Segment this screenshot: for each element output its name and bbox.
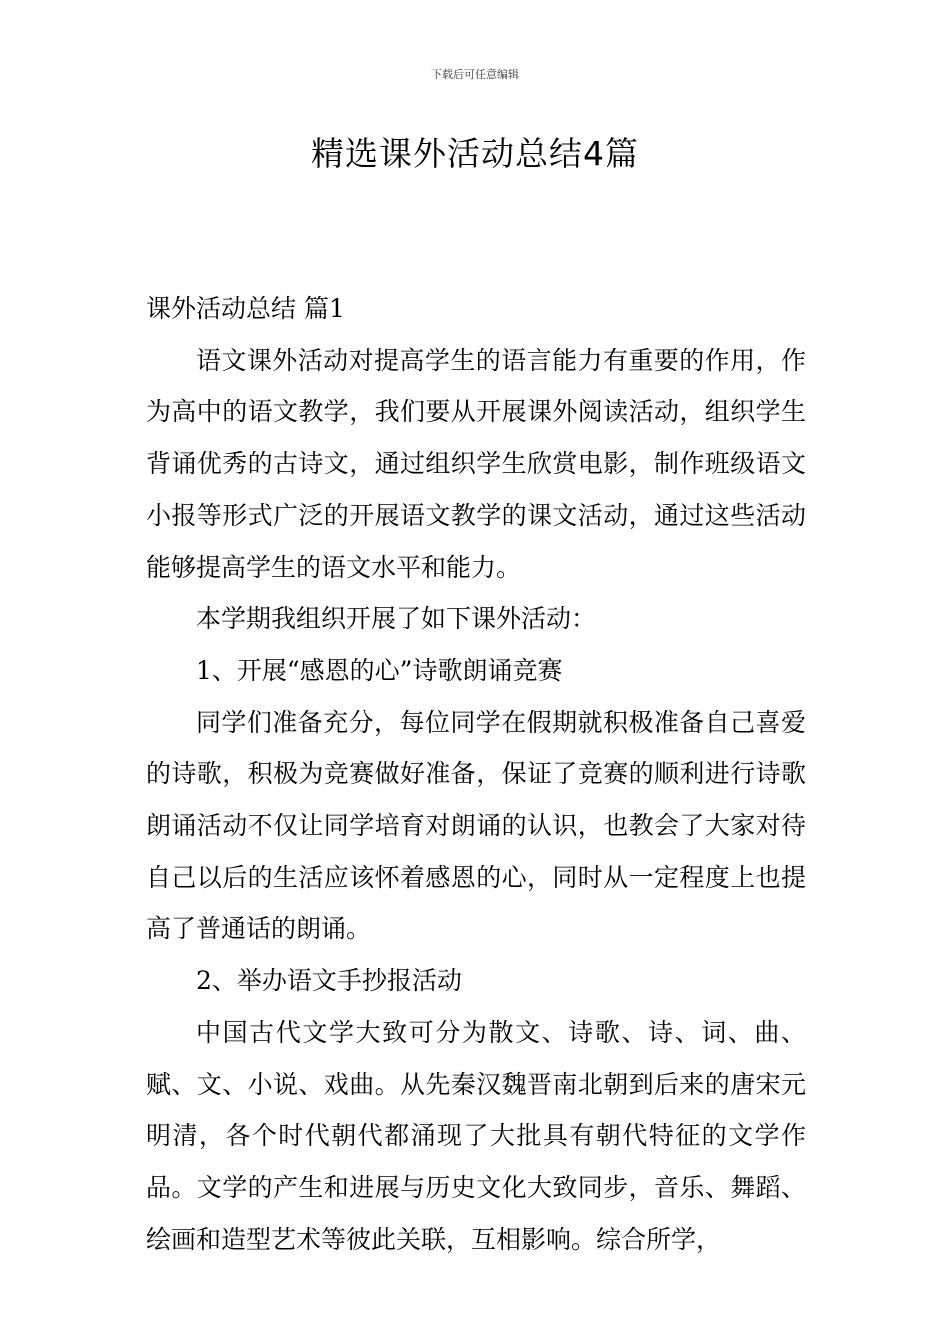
- paragraph-intro: 语文课外活动对提高学生的语言能力有重要的作用，作为高中的语文教学，我们要从开展课外阅读活动，组织学生背诵优秀的古诗文，通过组织学生欣赏电影，制作班级语文小报等形式广泛的开展语文教学的课文活动，通过这些活动能够提高学生的语文水平和能力。: [146, 345, 806, 582]
- paragraph-activities-intro: 本学期我组织开展了如下课外活动：: [196, 604, 597, 634]
- paragraph-activity-2: 中国古代文学大致可分为散文、诗歌、诗、词、曲、赋、文、小说、戏曲。从先秦汉魏晋南北朝到后来的唐宋元明清，各个时代朝代都涌现了大批具有朝代特征的文学作品。文学的产生和进展与历史文化大致同步，音乐、舞蹈、绘画和造型艺术等彼此关联，互相影响。综合所学，: [146, 1017, 806, 1254]
- paragraph-activity-1: 同学们准备充分，每位同学在假期就积极准备自己喜爱的诗歌，积极为竞赛做好准备，保证了竞赛的顺利进行诗歌朗诵活动不仅让同学培育对朗诵的认识，也教会了大家对待自己以后的生活应该怀着感恩的心，同时从一定程度上也提高了普通话的朗诵。: [146, 707, 806, 944]
- document-body: [146, 283, 806, 1265]
- header-note: 下载后可任意编辑: [431, 68, 519, 81]
- document-title: 精选课外活动总结4篇: [311, 134, 639, 173]
- activity-heading-1: 1、开展“感恩的心”诗歌朗诵竞赛: [196, 655, 563, 685]
- section-heading: 课外活动总结 篇1: [146, 294, 345, 323]
- activity-heading-2: 2、举办语文手抄报活动: [196, 966, 462, 996]
